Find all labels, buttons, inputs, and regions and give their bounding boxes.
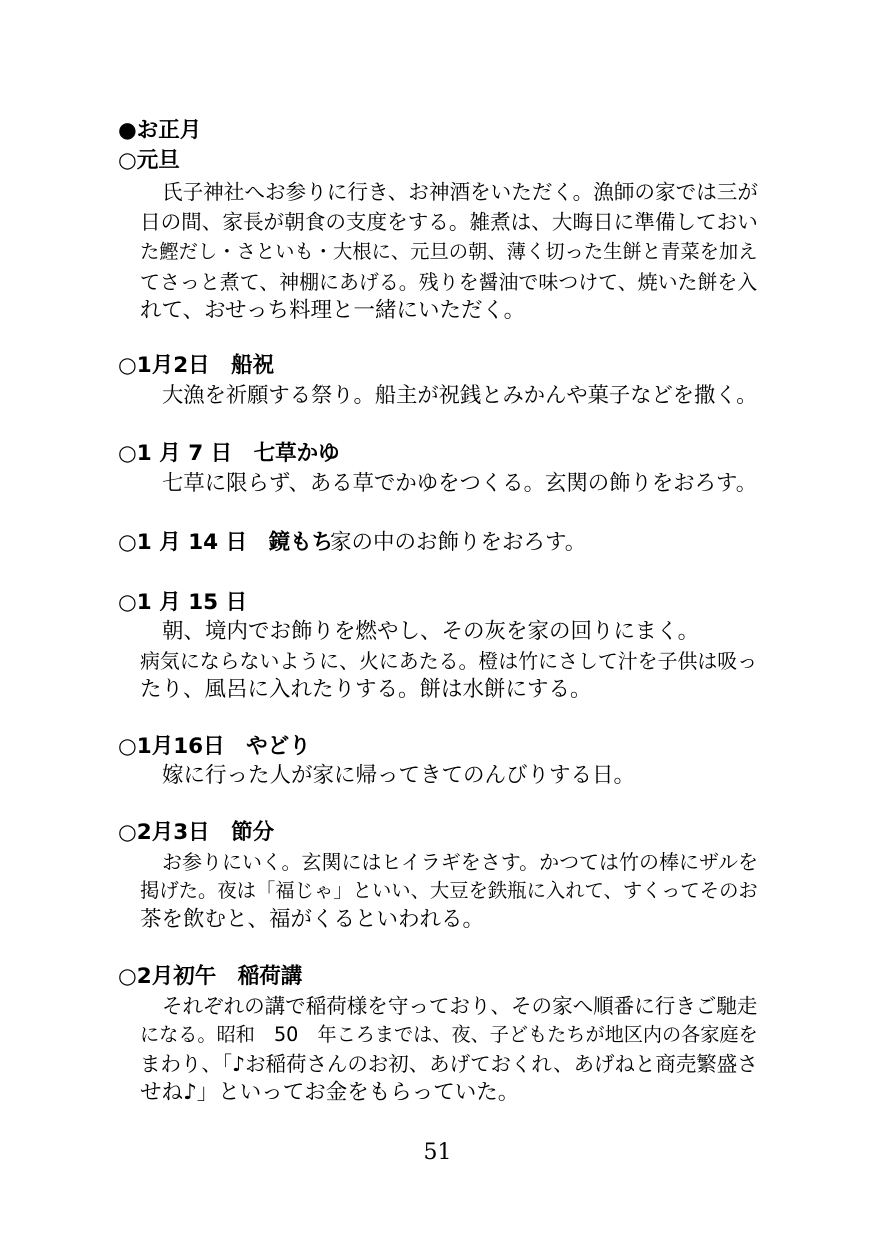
section-heading: ○2月3日 節分	[118, 820, 275, 845]
page-title: ●お正月	[118, 118, 202, 143]
body-line: たり、風呂に入れたりする。餅は水餅にする。	[140, 677, 592, 702]
body-line: お参りにいく。玄関にはヒイラギをさす。かつては竹の棒にザルを	[162, 850, 758, 874]
section-heading: ○2月初午 稲荷講	[118, 964, 303, 989]
section-heading: ○1月2日 船祝	[118, 353, 275, 378]
page-number: 51	[423, 1140, 452, 1165]
body-line: 朝、境内でお飾りを燃やし、その灰を家の回りにまく。	[162, 619, 700, 644]
body-line: 病気にならないように、火にあたる。橙は竹にさして汁を子供は吸っ	[140, 650, 758, 673]
body-line: 掲げた。夜は「福じゃ」といい、大豆を鉄瓶に入れて、すくってそのお	[140, 879, 758, 902]
body-line: 氏子神社へお参りに行き、お神酒をいただく。漁師の家では三が	[162, 180, 758, 204]
body-line: 日の間、家長が朝食の支度をする。雑煮は、大晦日に準備しておい	[140, 210, 758, 234]
body-line: てさっと煮て、神棚にあげる。残りを醤油で味つけて、焼いた餅を入	[140, 270, 758, 294]
body-line: せね♪」といってお金をもらっていた。	[140, 1080, 520, 1105]
section-heading: ○1月16日 やどり	[118, 734, 311, 759]
body-line: 茶を飲むと、福がくるといわれる。	[140, 907, 485, 932]
body-line: 大漁を祈願する祭り。船主が祝銭とみかんや菓子などを撒く。	[162, 383, 758, 408]
body-line: になる。昭和 50 年ころまでは、夜、子どもたちが地区内の各家庭を	[140, 1023, 758, 1046]
body-line: それぞれの講で稲荷様を守っており、その家へ順番に行きご馳走	[162, 994, 758, 1018]
section-heading: ○1 月 14 日 鏡もち	[118, 530, 334, 555]
body-line: 家の中のお飾りをおろす。	[330, 530, 587, 555]
body-line: 七草に限らず、ある草でかゆをつくる。玄関の飾りをおろす。	[162, 471, 758, 496]
body-line: た鰹だし・さといも・大根に、元旦の朝、薄く切った生餅と青菜を加え	[140, 240, 758, 263]
body-line: まわり、「♪お稲荷さんのお初、あげておくれ、あげねと商売繁盛さ	[140, 1052, 758, 1076]
section-heading: ○1 月 15 日	[118, 590, 248, 615]
section-heading: ○元旦	[118, 148, 180, 173]
body-line: れて、おせっち料理と一緒にいただく。	[140, 298, 526, 323]
body-line: 嫁に行った人が家に帰ってきてのんびりする日。	[162, 763, 636, 788]
section-heading: ○1 月 7 日 七草かゆ	[118, 441, 340, 466]
